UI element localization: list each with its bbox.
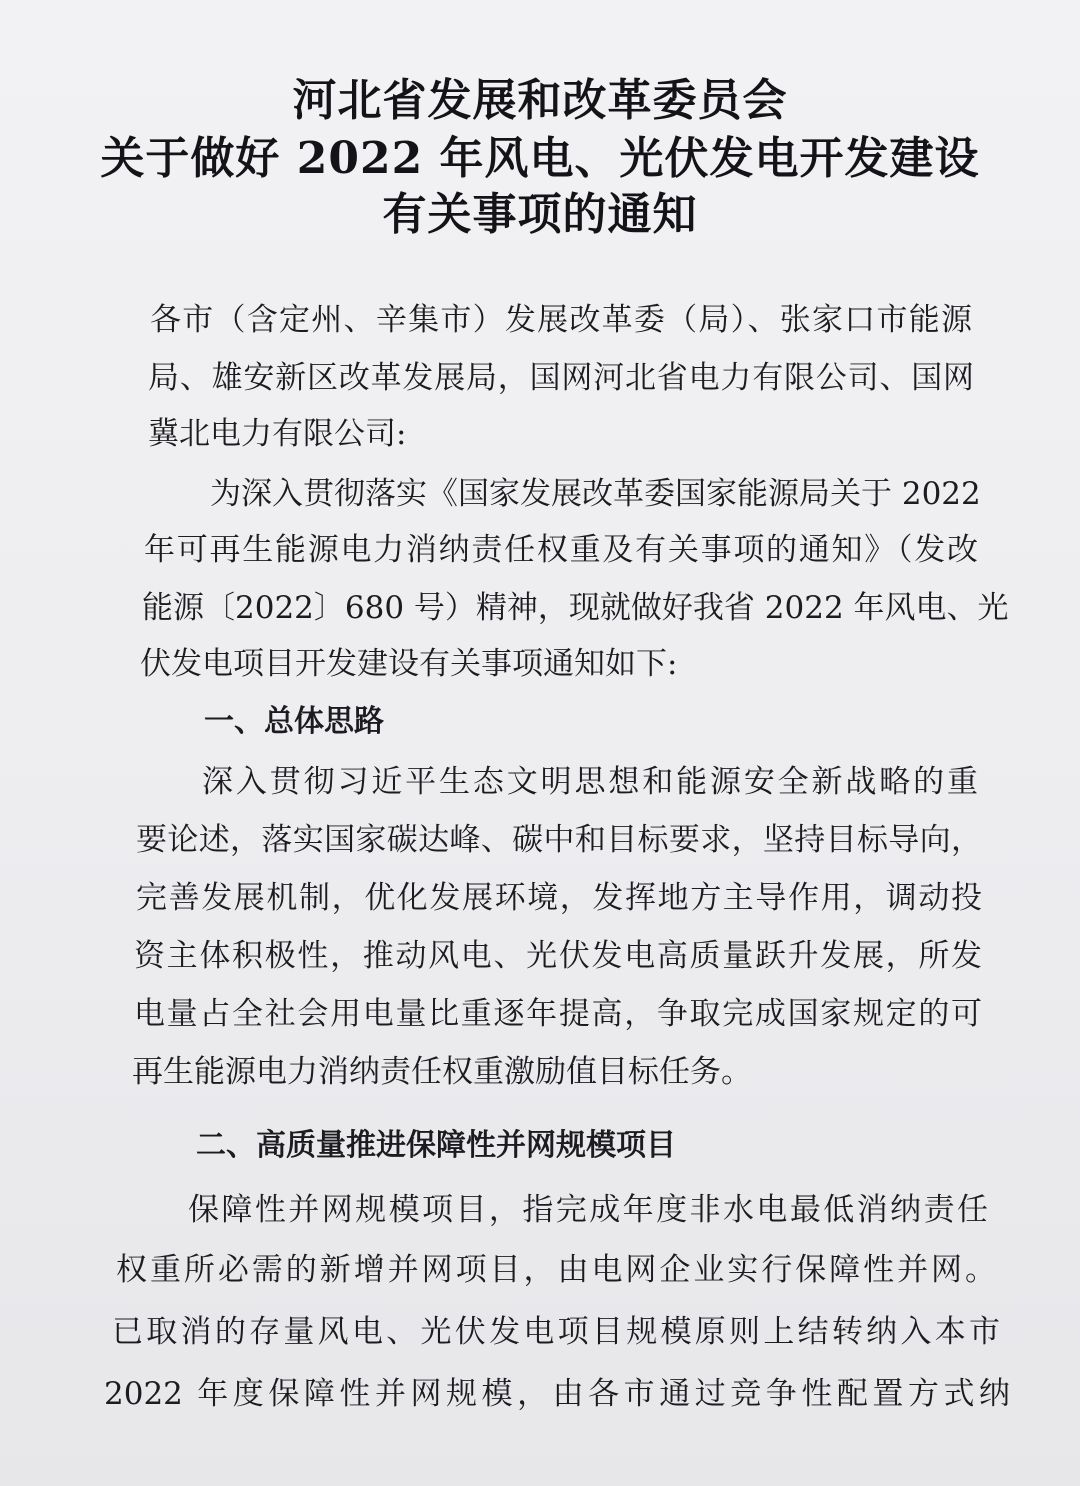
addressee-line-3: 冀北电力有限公司: — [148, 416, 407, 452]
intro-line-2: 年可再生能源电力消纳责任权重及有关事项的通知》（发改 — [144, 532, 978, 568]
section-2-line-1: 保障性并网规模项目，指完成年度非水电最低消纳责任 — [188, 1192, 988, 1228]
intro-line-1: 为深入贯彻落实《国家发展改革委国家能源局关于 2022 — [210, 476, 981, 512]
section-1-line-4: 资主体积极性，推动风电、光伏发电高质量跃升发展，所发 — [134, 938, 982, 974]
document-title-line-3: 有关事项的通知 — [382, 189, 698, 240]
section-2-line-2: 权重所必需的新增并网项目，由电网企业实行保障性并网。 — [116, 1252, 996, 1288]
section-1-line-1: 深入贯彻习近平生态文明思想和能源安全新战略的重 — [202, 764, 978, 800]
section-1-line-3: 完善发展机制，优化发展环境，发挥地方主导作用，调动投 — [136, 880, 982, 916]
section-1-heading: 一、总体思路 — [204, 704, 384, 739]
intro-line-4: 伏发电项目开发建设有关事项通知如下: — [140, 646, 678, 682]
section-1-line-2: 要论述，落实国家碳达峰、碳中和目标要求，坚持目标导向， — [136, 822, 982, 858]
addressee-line-1: 各市（含定州、辛集市）发展改革委（局）、张家口市能源 — [150, 302, 972, 338]
section-1-line-6: 再生能源电力消纳责任权重激励值目标任务。 — [132, 1054, 752, 1090]
section-2-line-4: 2022 年度保障性并网规模，由各市通过竞争性配置方式纳 — [104, 1376, 1010, 1412]
intro-line-3: 能源〔2022〕680 号）精神，现就做好我省 2022 年风电、光 — [142, 590, 1009, 626]
section-2-line-3: 已取消的存量风电、光伏发电项目规模原则上结转纳入本市 — [112, 1314, 1000, 1350]
document-title-line-2: 关于做好 2022 年风电、光伏发电开发建设 — [100, 133, 980, 184]
addressee-line-2: 局、雄安新区改革发展局，国网河北省电力有限公司、国网 — [148, 360, 974, 396]
section-1-line-5: 电量占全社会用电量比重逐年提高，争取完成国家规定的可 — [134, 996, 982, 1032]
section-2-heading: 二、高质量推进保障性并网规模项目 — [196, 1128, 676, 1163]
document-title-line-1: 河北省发展和改革委员会 — [292, 75, 788, 126]
